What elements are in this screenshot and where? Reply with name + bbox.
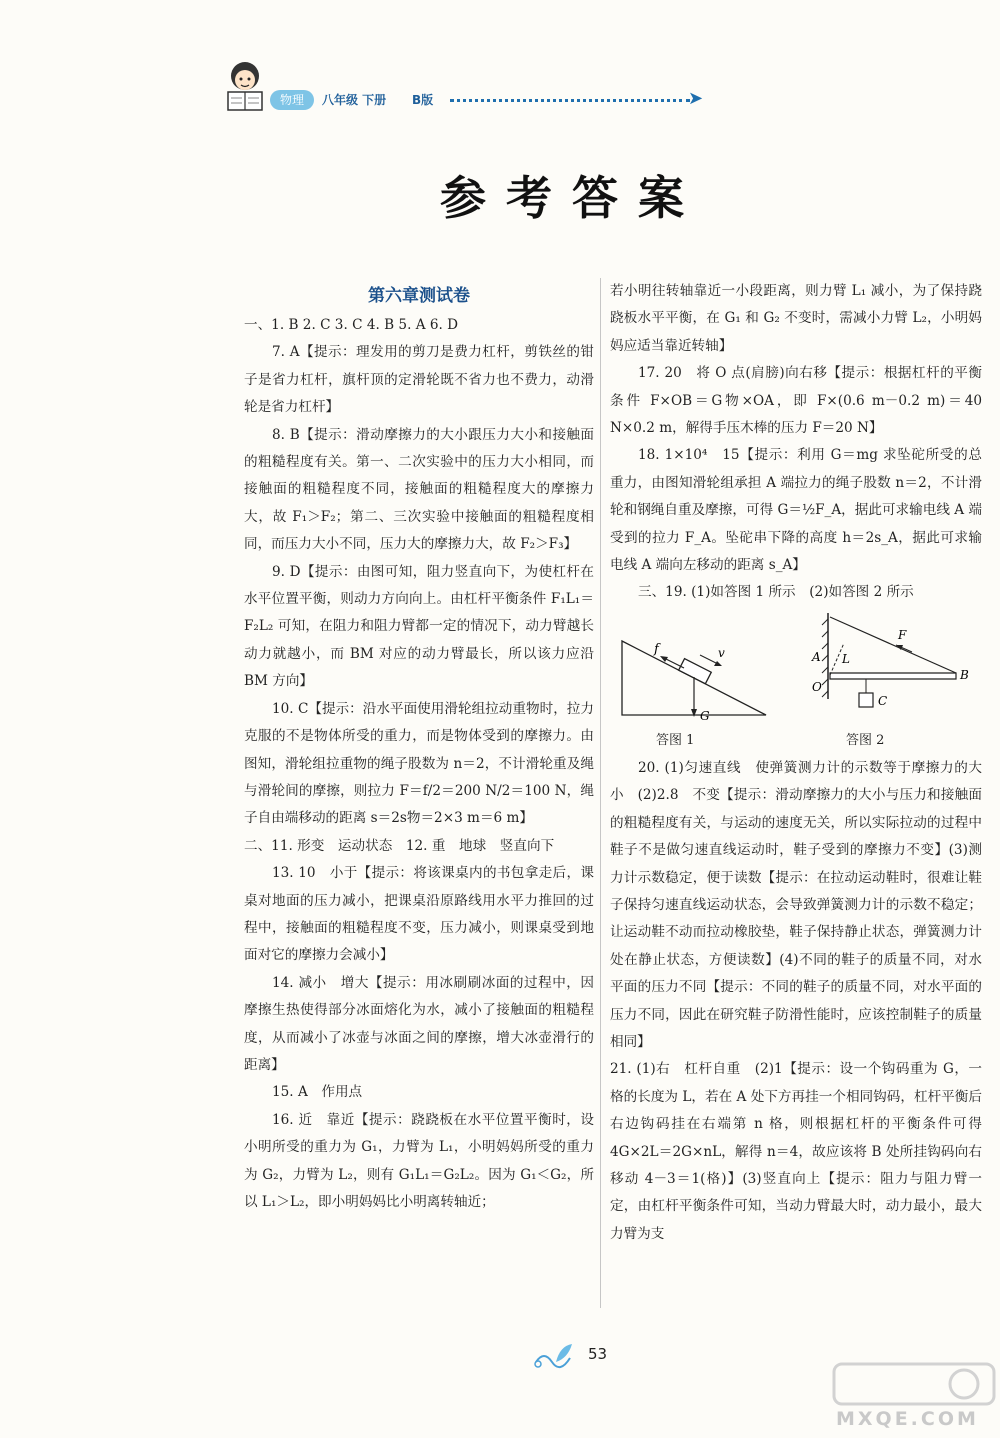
page-header [220,58,720,118]
answer-figures [610,615,982,748]
answer-figure-2 [806,609,976,721]
fig2-label-b: B [960,667,969,682]
left-column [244,278,594,1216]
fig2-label-l: L [842,651,850,666]
answer-paragraph: 15. A 作用点 [272,1084,363,1101]
fig2-label-c: C [878,693,888,708]
right-column-top [610,278,982,607]
answer-paragraph: 10. C【提示：沿水平面使用滑轮组拉动重物时，拉力克服的不是物体所受的重力，而是物体受到的摩擦力。由图知，滑轮组拉重物的绳子股数为 n＝2，不计滑轮重及绳与滑轮间的摩擦，则拉力 F＝f/2＝200 N/2＝100 N，绳子自由端移动的距离 s＝2s物＝2×3 m＝6 m】 [244,700,594,827]
fig1-label-f: f [654,641,659,657]
grade-label: 八年级 下册 [322,93,387,107]
mascot-reading-icon [220,58,270,116]
page-number: 53 [588,1345,608,1363]
subject-badge: 物理 [270,90,314,110]
fig2-label-o: O [812,679,822,694]
answer-paragraph: 16. 近 靠近【提示：跷跷板在水平位置平衡时，设小明所受的重力为 G₁，力臂为 L₁，小明妈妈所受的重力为 G₂，力臂为 L₂，则有 G₁L₁＝G₂L₂。因为 G₁＜G₂，所以 L₁＞L₂，即小明妈妈比小明离转轴近； [244,1111,594,1210]
answer-paragraph: 8. B【提示：滑动摩擦力的大小跟压力大小和接触面的粗糙程度有关。第一、二次实验中的压力大小相同，而接触面的粗糙程度不同，接触面的粗糙程度大的摩擦力大，故 F₁＞F₂；第二、三次实验中接触面的粗糙程度相同，而压力大小不同，压力大的摩擦力大，故 F₂＞F₃】 [244,426,594,553]
arrow-right-icon: ➤ [688,88,704,109]
answer-paragraph: 18. 1×10⁴ 15【提示：利用 G＝mg 求坠砣所受的总重力，由图知滑轮组承担 A 端拉力的绳子股数 n＝2，不计滑轮和钢绳自重及摩擦，可得 G＝½F_A，据此可求输电线 A 端受到的拉力 F_A。坠砣串下降的高度 h＝2s_A，据此可求输电线 A 端向左移动的距离 s_A】 [610,447,982,574]
fig1-label-v: v [718,645,725,660]
answer-paragraph: 17. 20 将 O 点(肩膀)向右移【提示：根据杠杆的平衡条件 F×OB＝G物×OA，即 F×(0.6 m－0.2 m)＝40 N×0.2 m，解得手压木棒的压力 F＝20 N】 [610,365,982,437]
section-title: 第六章测试卷 [368,286,470,306]
right-column-bottom [610,755,982,1248]
figure-2-caption: 答图 2 [846,732,885,748]
answer-figure-1 [616,615,776,725]
edition-label: B版 [412,93,434,107]
dotted-line [450,99,690,102]
fig2-label-a: A [812,649,821,664]
answer-paragraph: 14. 减小 增大【提示：用冰刷刷冰面的过程中，因摩擦生热使得部分冰面熔化为水，减小了接触面的粗糙程度，从而减小了冰壶与冰面之间的摩擦，增大冰壶滑行的距离】 [244,974,594,1073]
leaf-ornament-icon [530,1340,576,1372]
answer-paragraph: 三、19. (1)如答图 1 所示 (2)如答图 2 所示 [638,584,914,601]
answer-paragraph: 二、11. 形变 运动状态 12. 重 地球 竖直向下 [244,837,555,854]
figure-1-caption: 答图 1 [656,732,695,748]
watermark-text: MXQE.COM [836,1408,979,1430]
answer-paragraph: 21. (1)右 杠杆自重 (2)1【提示：设一个钩码重为 G，一格的长度为 L，若在 A 处下方再挂一个相同钩码，杠杆平衡后右边钩码挂在右端第 n 格，则根据杠杆的平衡条件可得 4G×2L＝2G×nL，解得 n＝4，故应该将 B 处所挂钩码向右移动 4－3＝1(格)】(3)竖直向上【提示：阻力与阻力臂一定，由杠杆平衡条件可知，当动力臂最大时，动力最小，最大力臂为支 [610,1061,982,1242]
answer-paragraph: 9. D【提示：由图可知，阻力竖直向下，为使杠杆在水平位置平衡，则动力方向向上。由杠杆平衡条件 F₁L₁＝F₂L₂ 可知，在阻力和阻力臂都一定的情况下，动力臂越长动力就越小，而 BM 对应的动力臂最长，所以该力应沿 BM 方向】 [244,563,594,690]
answer-paragraph: 7. A【提示：理发用的剪刀是费力杠杆，剪铁丝的钳子是省力杠杆，旗杆顶的定滑轮既不省力也不费力，动滑轮是省力杠杆】 [244,344,594,416]
answer-paragraph: 一、1. B 2. C 3. C 4. B 5. A 6. D [244,317,459,333]
page-title: 参考答案 [440,171,704,225]
column-divider [600,278,601,1308]
fig1-label-g: G [700,708,710,723]
answer-paragraph: 13. 10 小于【提示：将该课桌内的书包拿走后，课桌对地面的压力减小，把课桌沿原路线用水平力推回的过程中，接触面的粗糙程度不变，压力减小，则课桌受到地面对它的摩擦力会减小】 [244,865,594,964]
right-column [610,278,982,1248]
left-column-body [244,312,594,1216]
fig2-label-f: F [898,627,907,642]
answer-paragraph: 若小明往转轴靠近一小段距离，则力臂 L₁ 减小，为了保持跷跷板水平平衡，在 G₁ 和 G₂ 不变时，需减小力臂 L₂，小明妈妈应适当靠近转轴】 [610,283,982,354]
answer-paragraph: 20. (1)匀速直线 使弹簧测力计的示数等于摩擦力的大小 (2)2.8 不变【提示：滑动摩擦力的大小与压力和接触面的粗糙程度有关，与运动的速度无关，所以实际拉动的过程中鞋子不是做匀速直线运动时，鞋子受到的摩擦力不变】(3)测力计示数稳定，便于读数【提示：在拉动运动鞋时，很难让鞋子保持匀速直线运动状态，会导致弹簧测力计的示数不稳定；让运动鞋不动而拉动橡胶垫，鞋子保持静止状态，弹簧测力计处在静止状态，方便读数】(4)不同的鞋子的质量不同，对水平面的压力不同【提示：不同的鞋子的质量不同，对水平面的压力不同，因此在研究鞋子防滑性能时，应该控制鞋子的质量相同】 [610,759,982,1050]
